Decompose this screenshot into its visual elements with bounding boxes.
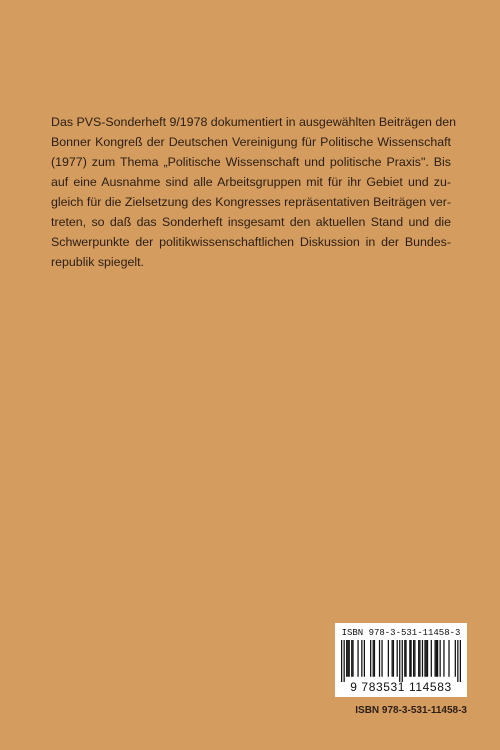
barcode-bar — [402, 640, 403, 682]
blurb-line: gleich für die Zielsetzung des Kongresses repräsentativen Beiträgen ver- — [51, 195, 451, 209]
barcode-number: 9 783531 114583 — [350, 680, 452, 694]
barcode-bar — [440, 640, 441, 677]
barcode-bar — [388, 640, 389, 677]
isbn-footer: ISBN 978-3-531-11458-3 — [355, 705, 467, 716]
barcode-bar — [418, 640, 419, 677]
barcode-isbn-text: ISBN 978-3-531-11458-3 — [341, 628, 461, 638]
barcode-bars — [341, 640, 461, 682]
barcode-bar — [437, 640, 438, 677]
back-cover-blurb — [51, 112, 457, 272]
barcode-bar — [373, 640, 374, 677]
blurb-line: (1977) zum Thema „Politische Wissenschaft und politische Praxis". Bis — [51, 155, 451, 169]
barcode-bar — [413, 640, 414, 677]
isbn-barcode — [335, 623, 467, 697]
barcode-bar — [379, 640, 380, 677]
barcode-bar — [419, 640, 420, 677]
barcode-bar — [351, 640, 352, 677]
barcode-bar — [427, 640, 428, 677]
blurb-line: Schwerpunkte der politikwissenschaftlichen Diskussion in der Bundes- — [51, 235, 451, 249]
barcode-bar — [347, 640, 348, 677]
blurb-line: treten, so daß das Sonderheft insgesamt den aktuellen Stand und die — [51, 215, 451, 229]
barcode-bar — [381, 640, 382, 677]
barcode-bar — [349, 640, 350, 677]
barcode-bar — [460, 640, 461, 682]
barcode-bar — [344, 640, 345, 682]
barcode-bar — [455, 640, 456, 677]
barcode-bar — [426, 640, 427, 677]
barcode-bar — [352, 640, 353, 677]
barcode-bar — [399, 640, 400, 682]
barcode-bar — [346, 640, 347, 677]
barcode-bar — [410, 640, 411, 677]
barcode-bar — [404, 640, 405, 677]
barcode-bar — [370, 640, 371, 677]
barcode-bar — [422, 640, 423, 677]
barcode-bar — [357, 640, 358, 677]
barcode-bar — [409, 640, 410, 677]
barcode-bar — [424, 640, 425, 677]
barcode-bar — [361, 640, 362, 677]
barcode-bar — [434, 640, 435, 677]
blurb-line: auf eine Ausnahme sind alle Arbeitsgruppen mit für ihr Gebiet und zu- — [51, 175, 451, 189]
barcode-bar — [431, 640, 432, 677]
barcode-bar — [414, 640, 415, 677]
barcode-bar — [392, 640, 393, 677]
blurb-line: Bonner Kongreß der Deutschen Vereinigung für Politische Wissenschaft — [51, 135, 451, 149]
blurb-line: republik spiegelt. — [51, 255, 144, 269]
barcode-bar — [374, 640, 375, 677]
barcode-bar — [457, 640, 458, 682]
barcode-bar — [448, 640, 449, 677]
barcode-bar — [341, 640, 342, 682]
barcode-bar — [405, 640, 406, 677]
barcode-bar — [397, 640, 398, 677]
barcode-bar — [393, 640, 394, 677]
blurb-line: Das PVS-Sonderheft 9/1978 dokumentiert in ausgewählten Beiträgen den — [51, 115, 457, 129]
barcode-bar — [443, 640, 444, 677]
barcode-bar — [364, 640, 365, 677]
barcode-bar — [436, 640, 437, 677]
